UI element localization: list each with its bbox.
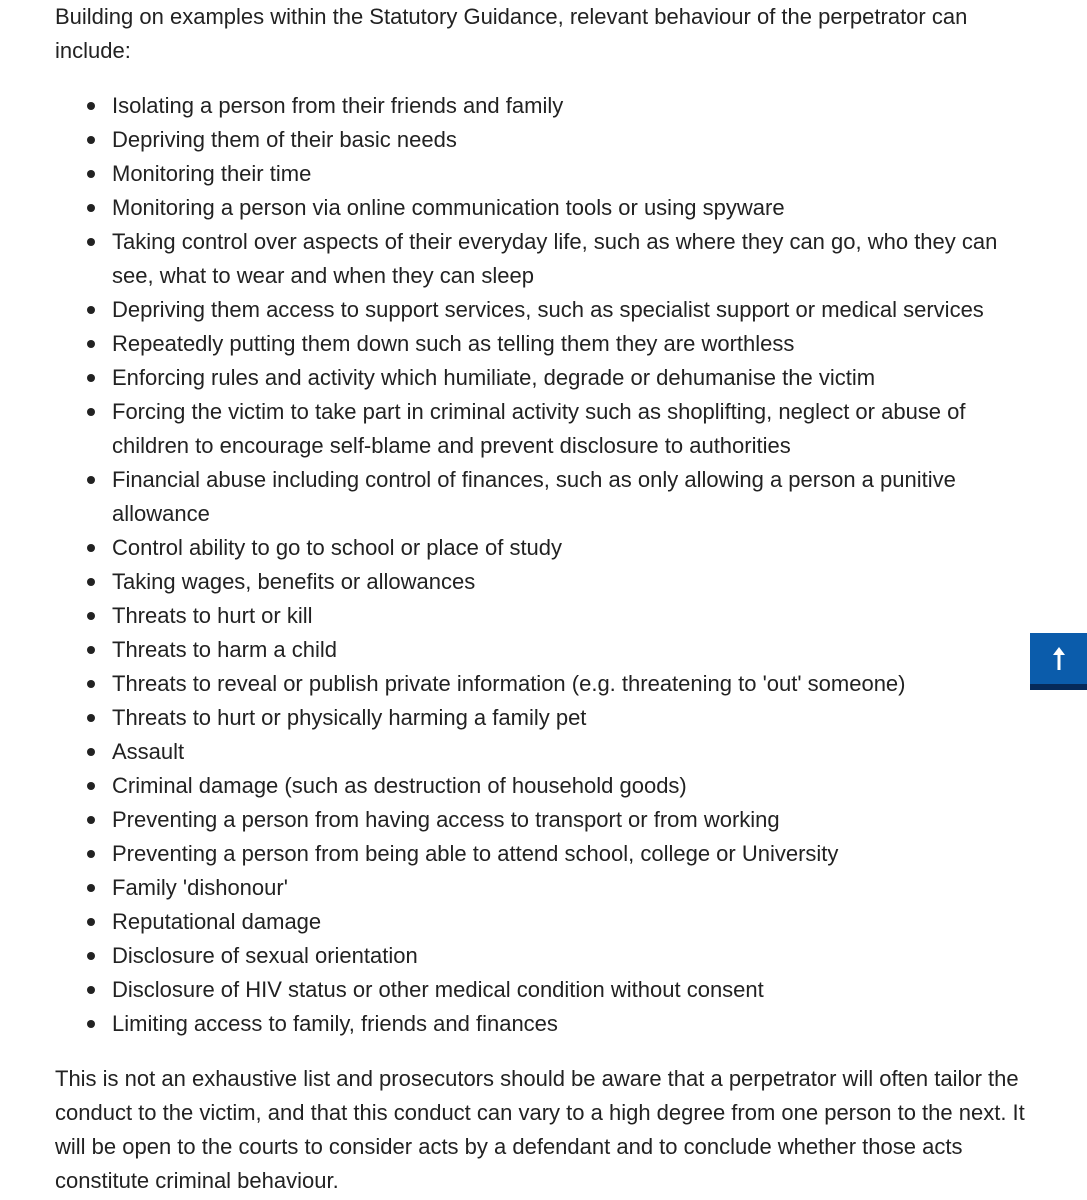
list-item: [55, 735, 1045, 769]
list-item: [55, 293, 1045, 327]
intro-paragraph: Building on examples within the Statutory Guidance, relevant behaviour of the perpetrator can include:: [55, 4, 968, 63]
bullet-icon: [87, 680, 95, 688]
list-item-text: Disclosure of sexual orientation: [112, 943, 418, 968]
list-item-text: Threats to hurt or kill: [112, 603, 313, 628]
list-item-text: Reputational damage: [112, 909, 322, 934]
list-item: [55, 327, 1045, 361]
list-item: [55, 633, 1045, 667]
back-to-top-button[interactable]: [1030, 633, 1087, 690]
list-item: [55, 599, 1045, 633]
list-item-text: Preventing a person from having access to transport or from working: [112, 807, 780, 832]
list-item: [55, 973, 1045, 1007]
bullet-icon: [87, 340, 95, 348]
bullet-icon: [87, 1020, 95, 1028]
list-item: [55, 667, 1045, 701]
list-item: [55, 803, 1045, 837]
list-item: [55, 531, 1045, 565]
list-item-text: Threats to harm a child: [112, 637, 337, 662]
bullet-icon: [87, 952, 95, 960]
list-item-text: Family 'dishonour': [112, 875, 288, 900]
list-item-text: Assault: [112, 739, 185, 764]
list-item: [55, 565, 1045, 599]
closing-paragraph: This is not an exhaustive list and prosecutors should be aware that a perpetrator will often tailor the conduct to the victim, and that this conduct can vary to a high degree from one person to the next. It will be open to the courts to consider acts by a defendant and to conclude whether those acts constitute criminal behaviour.: [55, 1066, 1025, 1193]
list-item: [55, 871, 1045, 905]
arrow-up-icon: [1049, 646, 1069, 672]
behaviour-list: [55, 89, 1045, 1041]
list-item: [55, 123, 1045, 157]
bullet-icon: [87, 748, 95, 756]
list-item-text: Limiting access to family, friends and finances: [112, 1011, 558, 1036]
list-item: [55, 89, 1045, 123]
bullet-icon: [87, 306, 95, 314]
bullet-icon: [87, 714, 95, 722]
list-item: [55, 1007, 1045, 1041]
list-item-text: Monitoring their time: [112, 161, 312, 186]
list-item-text: Taking wages, benefits or allowances: [112, 569, 476, 594]
bullet-icon: [87, 986, 95, 994]
list-item: [55, 395, 1045, 463]
list-item: [55, 361, 1045, 395]
bullet-icon: [87, 816, 95, 824]
list-item-text: Financial abuse including control of finances, such as only allowing a person a punitive allowance: [112, 467, 956, 526]
list-item: [55, 905, 1045, 939]
list-item: [55, 463, 1045, 531]
list-item: [55, 157, 1045, 191]
list-item-text: Enforcing rules and activity which humiliate, degrade or dehumanise the victim: [112, 365, 876, 390]
list-item-text: Taking control over aspects of their everyday life, such as where they can go, who they can see, what to wear and when they can sleep: [112, 229, 998, 288]
list-item: [55, 225, 1045, 293]
bullet-icon: [87, 374, 95, 382]
bullet-icon: [87, 578, 95, 586]
list-item-text: Monitoring a person via online communication tools or using spyware: [112, 195, 785, 220]
list-item-text: Threats to hurt or physically harming a family pet: [112, 705, 587, 730]
bullet-icon: [87, 238, 95, 246]
list-item: [55, 701, 1045, 735]
list-item: [55, 837, 1045, 871]
article-body: [55, 0, 1045, 1198]
bullet-icon: [87, 850, 95, 858]
list-item-text: Depriving them access to support services, such as specialist support or medical services: [112, 297, 984, 322]
list-item: [55, 191, 1045, 225]
list-item-text: Depriving them of their basic needs: [112, 127, 457, 152]
bullet-icon: [87, 408, 95, 416]
list-item-text: Disclosure of HIV status or other medical condition without consent: [112, 977, 764, 1002]
bullet-icon: [87, 476, 95, 484]
bullet-icon: [87, 782, 95, 790]
bullet-icon: [87, 612, 95, 620]
bullet-icon: [87, 646, 95, 654]
list-item-text: Threats to reveal or publish private information (e.g. threatening to 'out' someone): [112, 671, 906, 696]
list-item-text: Preventing a person from being able to attend school, college or University: [112, 841, 839, 866]
list-item: [55, 769, 1045, 803]
list-item-text: Control ability to go to school or place of study: [112, 535, 563, 560]
list-item-text: Forcing the victim to take part in criminal activity such as shoplifting, neglect or abuse of children to encourage self-blame and prevent disclosure to authorities: [112, 399, 966, 458]
bullet-icon: [87, 884, 95, 892]
bullet-icon: [87, 918, 95, 926]
bullet-icon: [87, 136, 95, 144]
bullet-icon: [87, 204, 95, 212]
bullet-icon: [87, 170, 95, 178]
bullet-icon: [87, 544, 95, 552]
list-item-text: Criminal damage (such as destruction of household goods): [112, 773, 687, 798]
list-item: [55, 939, 1045, 973]
list-item-text: Repeatedly putting them down such as telling them they are worthless: [112, 331, 795, 356]
bullet-icon: [87, 102, 95, 110]
list-item-text: Isolating a person from their friends and family: [112, 93, 564, 118]
